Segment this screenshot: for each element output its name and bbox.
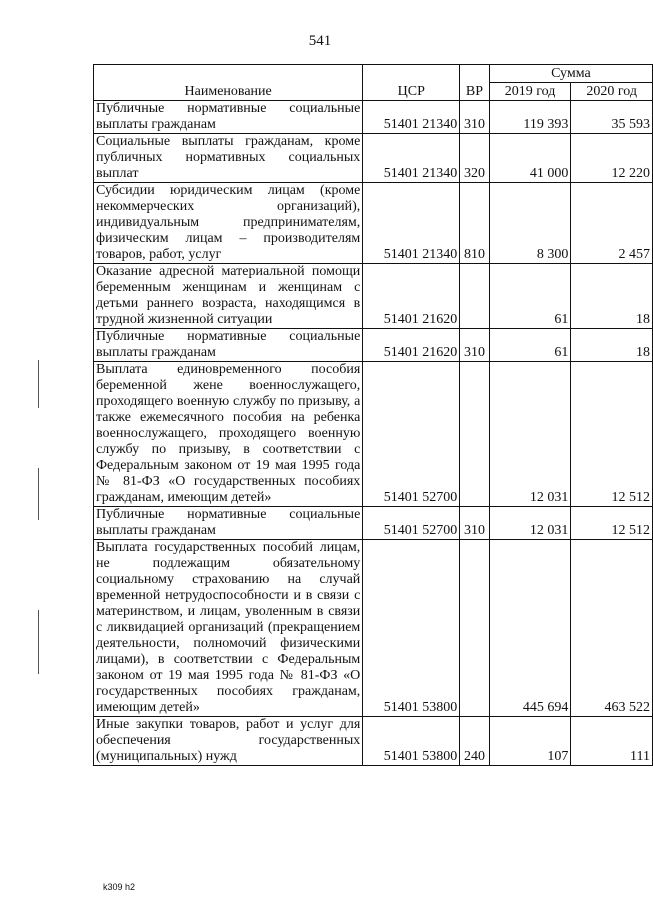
- row-2019: 61: [489, 264, 571, 329]
- row-vr: 810: [460, 183, 490, 264]
- header-csr: ЦСР: [363, 65, 460, 101]
- row-2020: 111: [571, 717, 653, 766]
- row-2020: 12 220: [571, 134, 653, 183]
- header-name: Наименование: [94, 65, 363, 101]
- row-csr: 51401 21340: [363, 183, 460, 264]
- table-row: [94, 264, 653, 329]
- row-vr: 320: [460, 134, 490, 183]
- table-row: [94, 183, 653, 264]
- row-csr: 51401 21340: [363, 101, 460, 134]
- row-2019: 445 694: [489, 540, 571, 717]
- margin-mark: [38, 610, 39, 674]
- row-name: Публичные нормативные социальные выплаты гражданам: [94, 101, 363, 134]
- row-name: Субсидии юридическим лицам (кроме некоммерческих организаций), индивидуальным предпринимателям, физическим лицам – производителям товаров, работ, услуг: [94, 183, 363, 264]
- row-csr: 51401 21620: [363, 329, 460, 362]
- header-year-2019: 2019 год: [489, 83, 571, 101]
- row-name: Выплата единовременного пособия беременной жене военнослужащего, проходящего военную службу по призыву, а также ежемесячного пособия на ребенка военнослужащего, проходящего военную службу по призыву, в соответствии с Федеральным законом от 19 мая 1995 года № 81-ФЗ «О государственных пособиях гражданам, имеющим детей»: [94, 362, 363, 507]
- row-2020: 12 512: [571, 362, 653, 507]
- header-year-2020: 2020 год: [571, 83, 653, 101]
- row-vr: 310: [460, 101, 490, 134]
- row-csr: 51401 53800: [363, 540, 460, 717]
- row-name: Оказание адресной материальной помощи беременным женщинам и женщинам с детьми раннего возраста, находящимся в трудной жизненной ситуации: [94, 264, 363, 329]
- row-2019: 41 000: [489, 134, 571, 183]
- row-2019: 8 300: [489, 183, 571, 264]
- margin-mark: [38, 360, 39, 408]
- row-csr: 51401 53800: [363, 717, 460, 766]
- row-vr: [460, 362, 490, 507]
- row-2019: 61: [489, 329, 571, 362]
- row-2020: 463 522: [571, 540, 653, 717]
- row-2020: 18: [571, 264, 653, 329]
- margin-mark: [38, 468, 39, 520]
- table-row: [94, 329, 653, 362]
- row-name: Выплата государственных пособий лицам, не подлежащим обязательному социальному страхованию на случай временной нетрудоспособности и в связи с материнством, и лицам, уволенным в связи с ликвидацией организаций (прекращением деятельности, полномочий физическими лицами), в соответствии с Федеральным законом от 19 мая 1995 года № 81-ФЗ «О государственных пособиях гражданам, имеющим детей»: [94, 540, 363, 717]
- row-csr: 51401 52700: [363, 507, 460, 540]
- table-row: [94, 507, 653, 540]
- row-name: Публичные нормативные социальные выплаты гражданам: [94, 507, 363, 540]
- header-vr: ВР: [460, 65, 490, 101]
- row-name: Публичные нормативные социальные выплаты гражданам: [94, 329, 363, 362]
- row-name: Социальные выплаты гражданам, кроме публичных нормативных социальных выплат: [94, 134, 363, 183]
- row-2019: 119 393: [489, 101, 571, 134]
- row-2020: 12 512: [571, 507, 653, 540]
- row-2019: 12 031: [489, 362, 571, 507]
- header-sum: Сумма: [489, 65, 652, 83]
- table-row: [94, 134, 653, 183]
- row-vr: 310: [460, 329, 490, 362]
- footer-code: k309 h2: [103, 882, 136, 892]
- row-2020: 18: [571, 329, 653, 362]
- row-vr: 310: [460, 507, 490, 540]
- row-csr: 51401 21340: [363, 134, 460, 183]
- table-row: [94, 540, 653, 717]
- row-vr: [460, 264, 490, 329]
- row-2020: 35 593: [571, 101, 653, 134]
- page-number: 541: [308, 33, 332, 49]
- row-name: Иные закупки товаров, работ и услуг для обеспечения государственных (муниципальных) нужд: [94, 717, 363, 766]
- row-vr: [460, 540, 490, 717]
- row-2019: 107: [489, 717, 571, 766]
- table-row: [94, 362, 653, 507]
- row-2020: 2 457: [571, 183, 653, 264]
- budget-table: [93, 64, 653, 766]
- table-row: [94, 717, 653, 766]
- row-csr: 51401 52700: [363, 362, 460, 507]
- row-vr: 240: [460, 717, 490, 766]
- row-csr: 51401 21620: [363, 264, 460, 329]
- table-row: [94, 101, 653, 134]
- row-2019: 12 031: [489, 507, 571, 540]
